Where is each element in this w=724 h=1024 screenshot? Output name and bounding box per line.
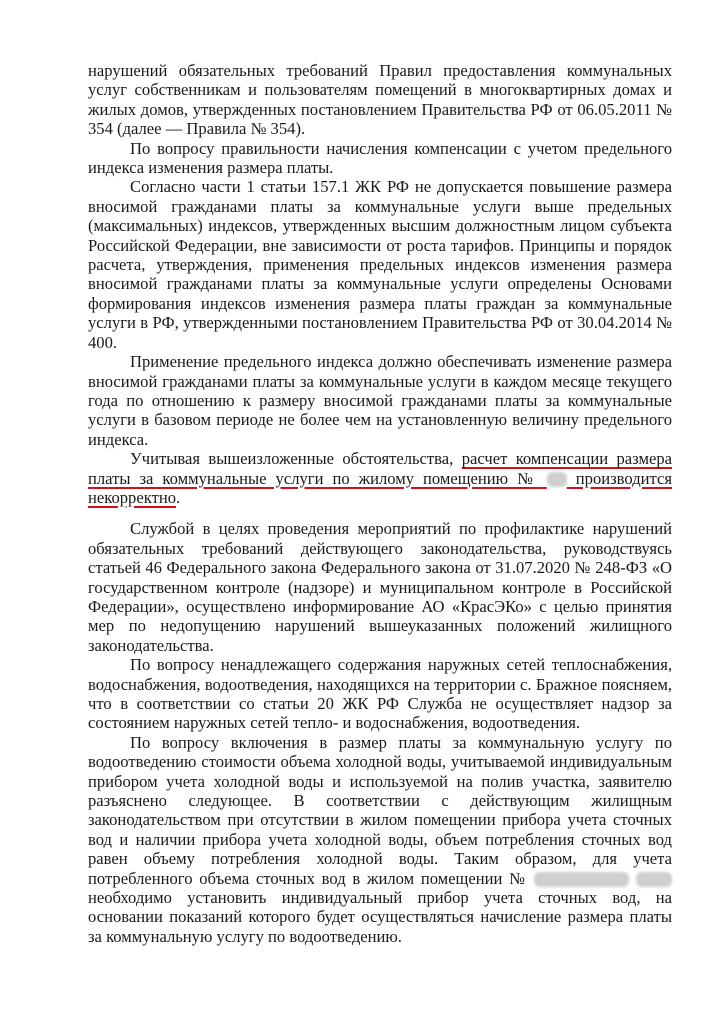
highlighted-conclusion-part-a: расчет компенсации размера платы за коммунальные услуги по жилому помещению № xyxy=(88,449,672,488)
paragraph-3: Согласно части 1 статьи 157.1 ЖК РФ не допускается повышение размера вносимой гражданами платы за коммунальные услуги выше предельных (максимальных) индексов, утвержденных высшим должностным лицом субъекта Российской Федерации, вне зависимости от роста тарифов. Принципы и порядок расчета, утверждения, применения предельных индексов изменения размера вносимой гражданами платы за коммунальные услуги определены Основами формирования индексов изменения размера платы граждан за коммунальные услуги в РФ, утвержденными постановлением Правительства РФ от 30.04.2014 № 400. xyxy=(88,177,672,352)
paragraph-1: нарушений обязательных требований Правил предоставления коммунальных услуг собственникам и пользователям помещений в многоквартирных домах и жилых домов, утвержденных постановлением Правительства РФ от 06.05.2011 № 354 (далее — Правила № 354). xyxy=(88,61,672,139)
paragraph-8 xyxy=(88,733,672,946)
paragraph-2: По вопросу правильности начисления компенсации с учетом предельного индекса изменения размера платы. xyxy=(88,138,672,178)
paragraph-5-lead: Учитывая вышеизложенные обстоятельства, xyxy=(130,449,462,469)
redacted-address-cont xyxy=(636,872,672,887)
paragraph-8-tail: необходимо установить индивидуальный прибор учета сточных вод, на основании показаний которого будет осуществляться начисление размера платы за коммунальную услугу по водоотведению. xyxy=(88,888,672,946)
paragraph-8-body: По вопросу включения в размер платы за коммунальную услугу по водоотведению стоимости объема холодной воды, учитываемой индивидуальным прибором учета холодной воды и используемой на полив участка, заявителю разъяснено следующее. В соответствии с действующим жилищным законодательством при отсутствии в жилом помещении прибора учета сточных вод и наличии прибора учета холодной воды, объем потребления сточных вод равен объему потребления холодной воды. Таким образом, для учета потребленного объема сточных вод в жилом помещении № xyxy=(88,732,672,888)
paragraph-5 xyxy=(88,449,672,507)
paragraph-6: Службой в целях проведения мероприятий по профилактике нарушений обязательных требований действующего законодательства, руководствуясь статьей 46 Федерального закона Федерального закона от 31.07.2020 № 248-ФЗ «О государственном контроле (надзоре) и муниципальном контроле в Российской Федерации», осуществлено информирование АО «КрасЭКо» с целью принятия мер по недопущению нарушений вышеуказанных положений жилищного законодательства. xyxy=(88,519,672,655)
redacted-apartment-number xyxy=(547,472,567,487)
highlighted-conclusion-part-b: производится некорректно xyxy=(88,468,672,507)
redacted-address xyxy=(534,872,629,887)
paragraph-7: По вопросу ненадлежащего содержания наружных сетей теплоснабжения, водоснабжения, водоотведения, находящихся на территории с. Бражное поясняем, что в соответствии со статьи 20 ЖК РФ Служба не осуществляет надзор за состоянием наружных сетей тепло- и водоснабжения, водоотведения. xyxy=(88,655,672,733)
paragraph-5-tail: . xyxy=(176,487,181,507)
paragraph-4: Применение предельного индекса должно обеспечивать изменение размера вносимой гражданами платы за коммунальные услуги в каждом месяце текущего года по отношению к размеру вносимой гражданами платы за коммунальные услуги в базовом периоде не более чем на установленную величину предельного индекса. xyxy=(88,352,672,449)
